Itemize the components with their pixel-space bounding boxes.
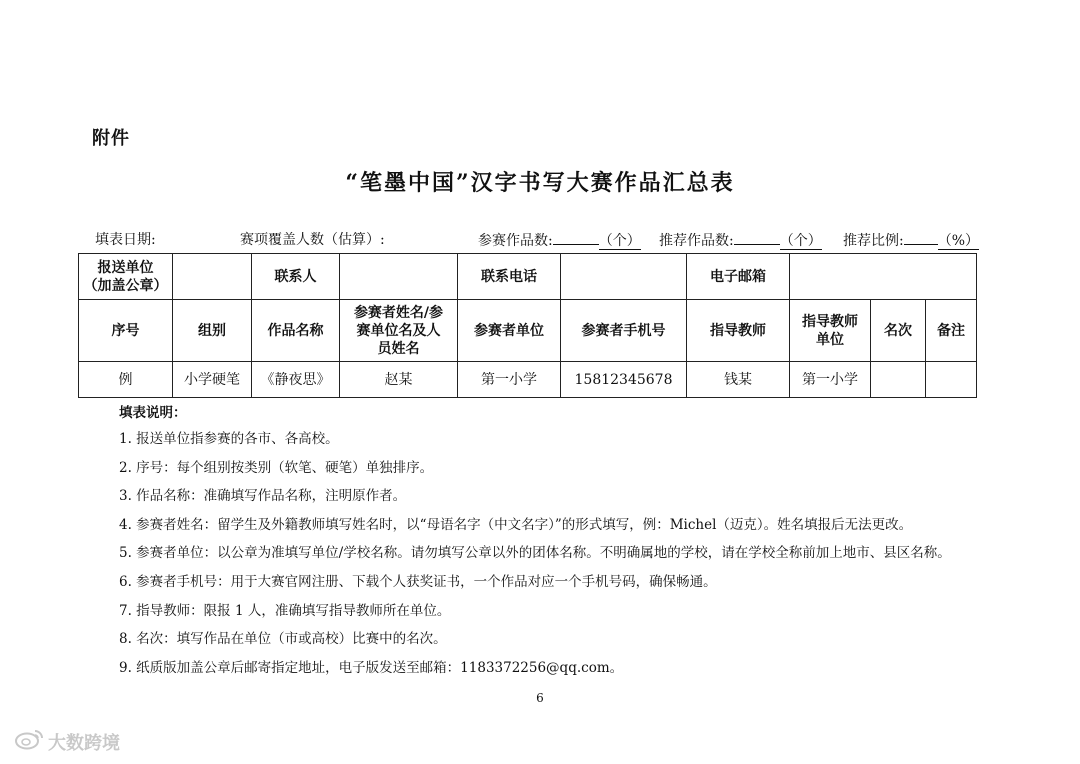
ratio-unit: （%） [937,233,980,249]
works-count-field [478,229,641,250]
cell-teacher-unit[interactable]: 第一小学 [790,362,871,398]
instruction-item: 6. 参赛者手机号：用于大赛官网注册、下载个人获奖证书，一个作品对应一个手机号码，确保畅通。 [119,573,717,590]
submitter-row [79,254,977,300]
ratio-field [843,229,979,250]
cell-participant-unit[interactable]: 第一小学 [458,362,561,398]
summary-table [78,253,977,398]
header-participant-unit: 参赛者单位 [458,300,561,362]
header-group: 组别 [173,300,252,362]
cell-remark[interactable] [926,362,977,398]
page-title: “笔墨中国”汉字书写大赛作品汇总表 [345,170,735,196]
ratio-label: 推荐比例: [843,233,904,249]
header-seq: 序号 [79,300,173,362]
phone-cell[interactable] [561,254,687,300]
instruction-item: 9. 纸质版加盖公章后邮寄指定地址，电子版发送至邮箱：1183372256@qq.com。 [119,659,624,676]
instructions-title: 填表说明： [119,405,187,421]
submitting-unit-label: 报送单位 （加盖公章） [79,254,173,300]
instruction-item: 1. 报送单位指参赛的各市、各高校。 [119,431,339,447]
instruction-item: 2. 序号：每个组别按类别（软笔、硬笔）单独排序。 [119,459,434,476]
cell-group[interactable]: 小学硬笔 [173,362,252,398]
contact-cell[interactable] [340,254,458,300]
instruction-item: 4. 参赛者姓名：留学生及外籍教师填写姓名时，以“母语名字（中文名字）”的形式填写，例：Michel（迈克）。姓名填报后无法更改。 [119,516,913,533]
table-row [79,362,977,398]
header-teacher-unit: 指导教师 单位 [790,300,871,362]
attachment-label: 附件 [92,128,130,149]
instructions [119,404,951,687]
submitting-unit-cell[interactable] [173,254,252,300]
instruction-item: 3. 作品名称：准确填写作品名称，注明原作者。 [119,488,407,505]
cell-work-name[interactable]: 《静夜思》 [252,362,340,398]
watermark-text: 大数跨境 [48,732,120,754]
cell-seq[interactable]: 例 [79,362,173,398]
header-participant-phone: 参赛者手机号 [561,300,687,362]
cell-teacher[interactable]: 钱某 [687,362,790,398]
works-count-label: 参赛作品数: [478,233,553,249]
email-cell[interactable] [790,254,977,300]
phone-label: 联系电话 [458,254,561,300]
fill-date-label: 填表日期: [95,232,156,248]
email-label: 电子邮箱 [687,254,790,300]
header-participant-name: 参赛者姓名/参 赛单位名及人 员姓名 [340,300,458,362]
cell-rank[interactable] [871,362,926,398]
coverage-label: 赛项覆盖人数（估算）: [240,232,385,248]
header-row [79,300,977,362]
header-teacher: 指导教师 [687,300,790,362]
instruction-item: 5. 参赛者单位：以公章为准填写单位/学校名称。请勿填写公章以外的团体名称。不明确属地的学校，请在学校全称前加上地市、县区名称。 [119,545,951,562]
cell-participant-phone[interactable]: 15812345678 [561,362,687,398]
recommended-count-label: 推荐作品数: [659,233,734,249]
works-count-unit: （个） [598,233,641,249]
contact-label: 联系人 [252,254,340,300]
page-number: 6 [536,691,544,705]
recommended-count-field [659,229,822,250]
instruction-item: 8. 名次：填写作品在单位（市或高校）比赛中的名次。 [119,631,447,648]
instruction-item: 7. 指导教师：限报 1 人，准确填写指导教师所在单位。 [119,602,451,619]
header-rank: 名次 [871,300,926,362]
recommended-count-unit: （个） [779,233,822,249]
cell-participant[interactable]: 赵某 [340,362,458,398]
weibo-logo-icon [14,728,48,755]
watermark [14,728,120,755]
header-remark: 备注 [926,300,977,362]
header-work-name: 作品名称 [252,300,340,362]
